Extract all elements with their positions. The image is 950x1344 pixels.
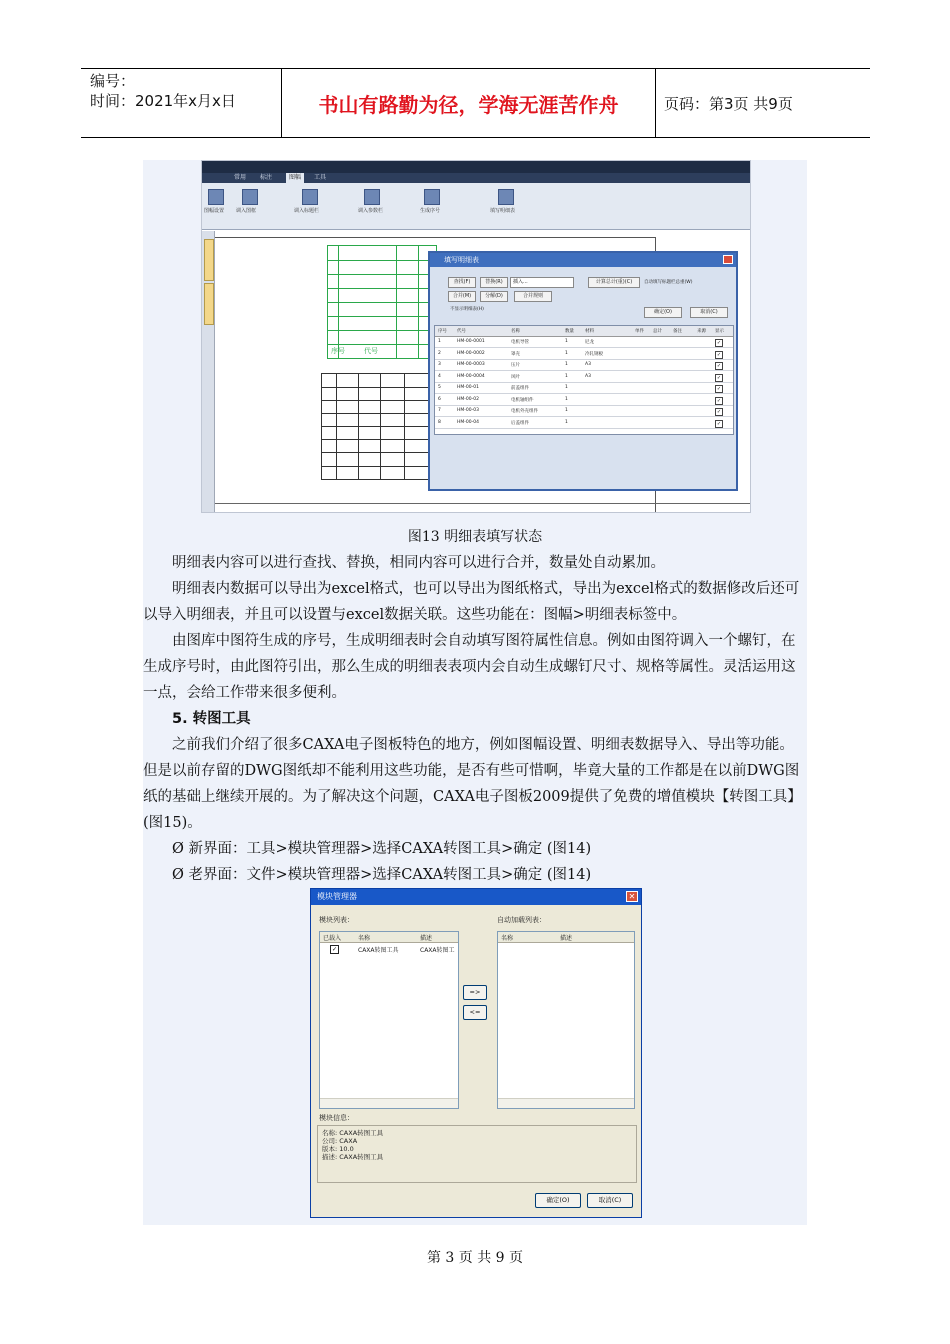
side-panel [202,231,215,512]
mm-list-label: 模块列表： [319,916,354,924]
bom-cell[interactable]: 尼龙 [585,340,594,345]
hide-bom-checkbox[interactable]: 不显示明细表(H) [450,307,484,312]
gen-sequence-icon[interactable] [424,189,440,205]
col-header: 显示 [715,329,724,334]
row-divider [435,347,733,348]
fill-bom-dialog [428,251,738,491]
col-header: 总计 [653,329,662,334]
drawing-label: 序号 [331,347,345,355]
module-name[interactable]: CAXA转图工具 [358,947,399,954]
bom-cell[interactable]: HM-00-0004 [457,373,485,379]
title-block [321,373,438,480]
bom-cell[interactable]: 1 [565,373,568,379]
bullet-item: Ø 新界面：工具>模块管理器>选择CAXA转图工具>确定 (图14) [172,841,592,857]
col-header: 名称 [511,329,520,334]
col-header: 数量 [565,329,574,334]
bom-cell[interactable]: 1 [565,350,568,356]
row-divider [435,370,733,371]
ribbon-tab-active[interactable]: 图幅 [286,173,304,183]
loaded-checkbox[interactable]: ✓ [331,946,338,953]
header-table [81,68,870,138]
figure13-caption: 图13 明细表填写状态 [407,529,543,545]
number-label: 编号： [90,72,136,90]
bom-green-table [327,245,437,359]
autoload-list[interactable] [497,931,635,1109]
col-header: 名称 [358,935,371,942]
info-line: 描述: CAXA转图工具 [322,1153,384,1161]
paragraph: 之前我们介绍了很多CAXA电子图板特色的地方，例如图幅设置、明细表数据导入、导出等功能。但是以前存留的DWG图纸却不能利用这些功能，是否有些可惜啊，毕竟大量的工作都是在以前DWG图纸的基础上继续开展的。为了解决这个问题，CAXA电子图板2009提供了免费的增值模块【转图工具】(图15)。 [143,737,802,831]
row-divider [435,416,733,417]
ribbon-tabs [202,173,750,183]
ribbon-tab[interactable]: 常用 [234,174,247,181]
row-divider [435,382,733,383]
find-button[interactable]: 查找(F) [448,277,476,288]
replace-button[interactable]: 替换(R) [480,277,508,288]
bom-cell[interactable]: HM-00-0003 [457,362,485,367]
load-frame-icon[interactable] [242,189,258,205]
bom-cell[interactable]: HM-00-04 [457,419,479,425]
bom-cell[interactable]: 前盖组件 [511,386,529,391]
bom-cell[interactable]: 4 [438,373,441,379]
bom-cell[interactable]: 压片 [511,363,520,368]
bom-cell[interactable]: HM-00-0001 [457,339,485,344]
show-checkbox[interactable]: ✓ [716,409,722,415]
bom-cell[interactable]: 1 [438,339,441,344]
ok-button[interactable]: 确定(O) [535,1193,581,1208]
show-checkbox[interactable]: ✓ [716,397,722,404]
ribbon-label: 调入参数栏 [358,208,384,214]
bom-cell[interactable]: 冷轧钢板 [585,351,603,357]
bom-grid-header [435,326,733,337]
show-checkbox[interactable]: ✓ [716,420,722,427]
bom-cell[interactable]: 7 [438,408,441,413]
module-manager-screenshot [310,888,642,1218]
bom-cell[interactable]: 5 [438,385,441,390]
info-line: 名称: CAXA转图工具 [322,1129,384,1137]
side-tab[interactable] [204,283,214,325]
show-checkbox[interactable]: ✓ [716,363,722,369]
show-checkbox[interactable]: ✓ [716,374,722,381]
ok-button[interactable]: 确定(O) [644,307,682,318]
col-header: 描述 [420,935,433,942]
bom-cell[interactable]: 8 [438,419,441,425]
col-header: 备注 [673,329,682,334]
ribbon-tab[interactable]: 标注 [260,174,273,181]
bom-cell[interactable]: HM-00-03 [457,408,479,413]
mm-info-label: 模块信息： [319,1114,354,1122]
paragraph: 由图库中图符生成的序号，生成明细表时会自动填写图符属性信息。例如由图符调入一个螺钉，在生成序号时，由此图符引出，那么生成的明细表表项内会自动生成螺钉尺寸、规格等属性。灵活运用这一点，会给工作带来很多便利。 [143,633,796,701]
remove-module-button[interactable]: <= [463,1005,487,1020]
load-param-icon[interactable] [364,189,380,205]
dialog-title: 填写明细表 [430,253,736,267]
bom-cell[interactable]: 1 [565,385,568,390]
col-header: 描述 [560,935,573,942]
show-checkbox[interactable]: ✓ [716,351,722,358]
show-checkbox[interactable]: ✓ [716,386,722,392]
calc-total-button[interactable]: 计算总计(重)(C) [588,277,640,288]
col-header: 单件 [635,329,644,334]
bom-cell[interactable]: 1 [565,419,568,425]
col-header: 代号 [457,329,466,334]
bom-cell[interactable]: 1 [565,362,568,367]
header-meta [81,69,282,137]
module-list[interactable] [319,931,459,1109]
insert-select[interactable]: 插入... [510,277,574,288]
ribbon-tab[interactable]: 工具 [314,174,327,181]
ribbon-label: 填写明细表 [490,208,516,214]
paragraph: 明细表内容可以进行查找、替换，相同内容可以进行合并，数量处自动累加。 [172,555,665,571]
row-divider [435,393,733,394]
ribbon-label: 生成序号 [420,208,441,214]
bom-cell[interactable]: 3 [438,362,441,367]
header-motto: 书山有路勤为径，学海无涯苦作舟 [282,69,656,137]
info-line: 版本: 10.0 [322,1145,354,1153]
bom-cell[interactable]: 1 [565,408,568,413]
bom-cell[interactable]: 6 [438,396,441,402]
info-line: 公司: CAXA [322,1137,358,1145]
bom-cell[interactable]: HM-00-01 [457,385,479,390]
bom-cell[interactable]: 1 [565,396,568,402]
border-line [215,237,655,238]
bom-cell[interactable]: 后盖组件 [511,420,529,426]
col-header: 已载入 [323,935,342,942]
ribbon [202,183,750,230]
bom-grid [434,325,734,435]
bom-cell[interactable]: HM-00-02 [457,396,479,402]
header-page: 页码：第3页 共9页 [664,95,793,113]
close-icon[interactable] [723,255,733,264]
bom-cell[interactable]: 电机轴组件 [511,397,534,403]
show-checkbox[interactable]: ✓ [716,340,722,346]
side-tab[interactable] [204,239,214,281]
paragraph: 明细表内数据可以导出为excel格式，也可以导出为图纸格式，导出为excel格式的数据修改后还可以导入明细表，并且可以设置与excel数据关联。这些功能在：图幅>明细表标签中。 [143,581,800,623]
bom-cell[interactable]: 1 [565,339,568,344]
horizontal-scrollbar[interactable] [498,1098,634,1108]
merge-button[interactable]: 合并(M) [448,291,476,302]
row-divider [435,359,733,360]
time-label: 时间：2021年x月x日 [90,92,236,110]
horizontal-scrollbar[interactable] [320,1098,458,1108]
bom-cell[interactable]: 电机导管 [511,340,529,345]
body-text-1 [143,550,807,888]
bom-cell[interactable]: A3 [585,362,591,367]
section-heading: 5. 转图工具 [172,711,251,727]
module-info-box [317,1125,637,1183]
module-list-header [320,932,458,943]
app-titlebar [202,161,750,173]
cancel-button[interactable]: 取消(C) [690,307,728,318]
ribbon-label: 图幅设置 [204,208,225,214]
ribbon-label: 调入标题栏 [294,208,320,214]
col-header: 名称 [501,935,514,942]
autoload-list-header [498,932,634,943]
auto-fill-checkbox[interactable]: 自动填写标题栏总重(W) [644,280,693,285]
bom-cell[interactable]: 风叶 [511,374,520,380]
close-icon[interactable]: ✕ [626,891,638,902]
bom-cell[interactable]: 罩壳 [511,351,520,357]
ribbon-label: 调入图框 [236,208,257,214]
mm-title: 模块管理器 [311,889,641,905]
merge-rules-button[interactable]: 合并规则 [514,291,552,302]
col-header: 来源 [697,329,706,334]
border-line [215,503,750,504]
col-header: 序号 [438,329,447,334]
bullet-item: Ø 老界面：文件>模块管理器>选择CAXA转图工具>确定 (图14) [172,867,592,883]
drawing-label: 代号 [364,347,378,355]
bom-cell[interactable]: A3 [585,373,591,379]
frame-setup-icon[interactable] [208,189,224,205]
fill-bom-icon[interactable] [498,189,514,205]
row-divider [435,405,733,406]
split-button[interactable]: 分解(D) [480,291,508,302]
row-divider [435,428,733,429]
col-header: 材料 [585,329,594,334]
cancel-button[interactable]: 取消(C) [587,1193,633,1208]
bom-cell[interactable]: HM-00-0002 [457,350,485,356]
module-desc: CAXA转图工 [420,947,455,954]
page-footer: 第 3 页 共 9 页 [426,1250,524,1266]
figure13-screenshot [201,160,751,513]
add-module-button[interactable]: => [463,985,487,1000]
bom-cell[interactable]: 电机外壳组件 [511,409,538,414]
bom-cell[interactable]: 2 [438,350,441,356]
load-titleblock-icon[interactable] [302,189,318,205]
mm-autoload-label: 自动加载列表： [497,916,546,924]
